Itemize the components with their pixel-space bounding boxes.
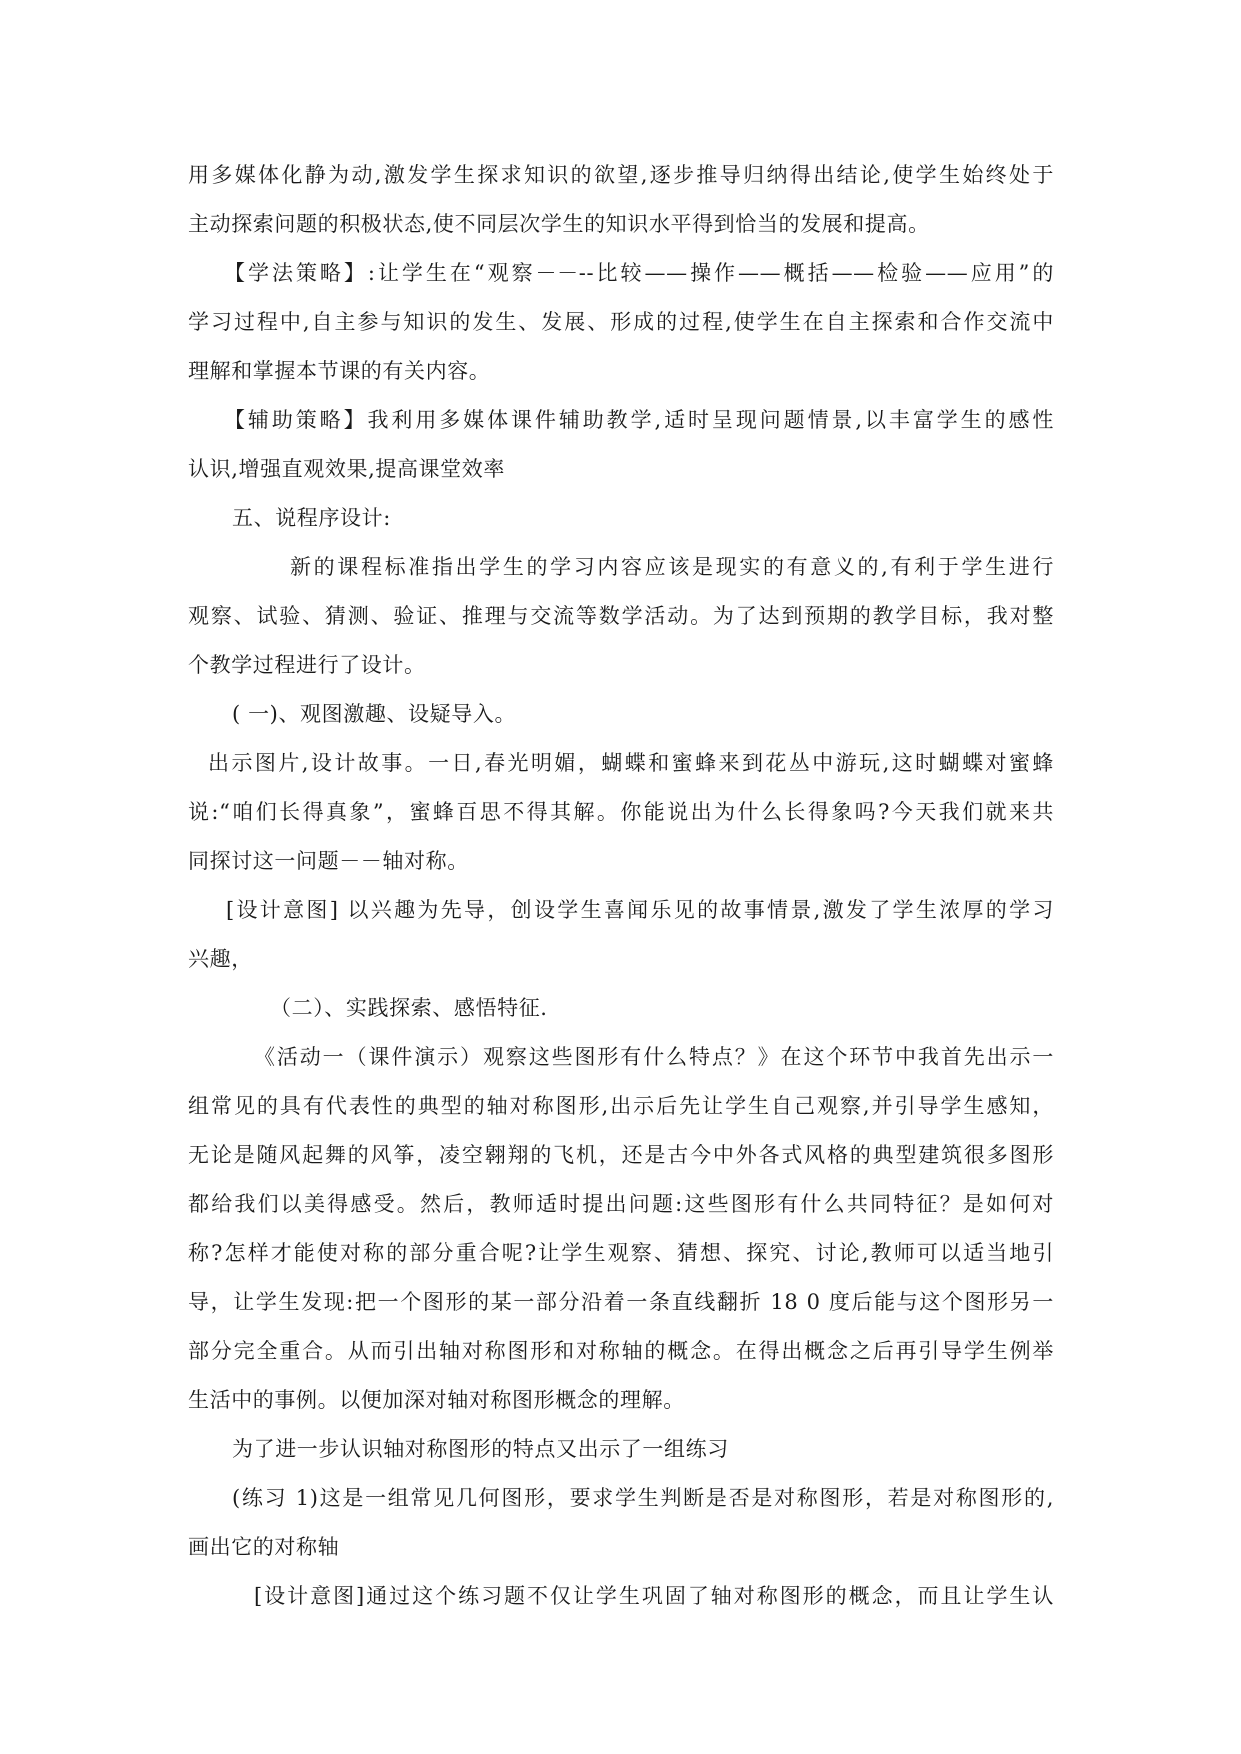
text-line: 《活动一（课件演示）观察这些图形有什么特点？》在这个环节中我首先出示一	[254, 1045, 1054, 1069]
text-line: 理解和掌握本节课的有关内容。	[188, 359, 491, 383]
text-line: 个教学过程进行了设计。	[188, 653, 426, 677]
text-line: 观察、试验、猜测、验证、推理与交流等数学活动。为了达到预期的教学目标，我对整	[188, 604, 1054, 628]
text-line: [设计意图] 以兴趣为先导，创设学生喜闻乐见的故事情景,激发了学生浓厚的学习	[226, 898, 1054, 922]
text-line: 认识,增强直观效果,提高课堂效率	[188, 457, 505, 481]
section-heading: （二）、实践探索、感悟特征.	[270, 996, 548, 1020]
text-line: 部分完全重合。从而引出轴对称图形和对称轴的概念。在得出概念之后再引导学生例举	[188, 1339, 1054, 1363]
text-line: 无论是随风起舞的风筝，凌空翱翔的飞机，还是古今中外各式风格的典型建筑很多图形	[188, 1143, 1054, 1167]
text-line: [设计意图]通过这个练习题不仅让学生巩固了轴对称图形的概念，而且让学生认	[254, 1584, 1054, 1608]
text-line: 新的课程标准指出学生的学习内容应该是现实的有意义的,有利于学生进行	[290, 555, 1054, 579]
text-line: 学习过程中,自主参与知识的发生、发展、形成的过程,使学生在自主探索和合作交流中	[188, 310, 1054, 334]
text-line: 同探讨这一问题－－轴对称。	[188, 849, 469, 873]
text-line: 为了进一步认识轴对称图形的特点又出示了一组练习	[232, 1437, 729, 1461]
text-line: 组常见的具有代表性的典型的轴对称图形,出示后先让学生自己观察,并引导学生感知，	[188, 1094, 1054, 1118]
text-line: 主动探索问题的积极状态,使不同层次学生的知识水平得到恰当的发展和提高。	[188, 212, 930, 236]
section-heading: ( 一)、观图激趣、设疑导入。	[232, 702, 517, 726]
text-line: 都给我们以美得感受。然后，教师适时提出问题:这些图形有什么共同特征？是如何对	[188, 1192, 1054, 1216]
text-line: 生活中的事例。以便加深对轴对称图形概念的理解。	[188, 1388, 685, 1412]
text-line: 说:“咱们长得真象”，蜜蜂百思不得其解。你能说出为什么长得象吗?今天我们就来共	[188, 800, 1054, 824]
section-heading: 五、说程序设计:	[232, 506, 391, 530]
text-line: 兴趣，	[188, 947, 253, 971]
text-line: 【辅助策略】我利用多媒体课件辅助教学,适时呈现问题情景,以丰富学生的感性	[224, 408, 1054, 432]
text-line: 称?怎样才能使对称的部分重合呢?让学生观察、猜想、探究、讨论,教师可以适当地引	[188, 1241, 1054, 1265]
text-line: 用多媒体化静为动,激发学生探求知识的欲望,逐步推导归纳得出结论,使学生始终处于	[188, 163, 1054, 187]
text-line: 画出它的对称轴	[188, 1535, 340, 1559]
text-line: 出示图片,设计故事。一日,春光明媚，蝴蝶和蜜蜂来到花丛中游玩,这时蝴蝶对蜜蜂	[208, 751, 1054, 775]
text-line: (练习 1)这是一组常见几何图形，要求学生判断是否是对称图形，若是对称图形的,	[232, 1486, 1054, 1510]
text-line: 【学法策略】:让学生在“观察－－--比较——操作——概括——检验——应用”的	[224, 261, 1054, 285]
text-line: 导，让学生发现:把一个图形的某一部分沿着一条直线翻折 18 0 度后能与这个图形另一	[188, 1290, 1054, 1314]
